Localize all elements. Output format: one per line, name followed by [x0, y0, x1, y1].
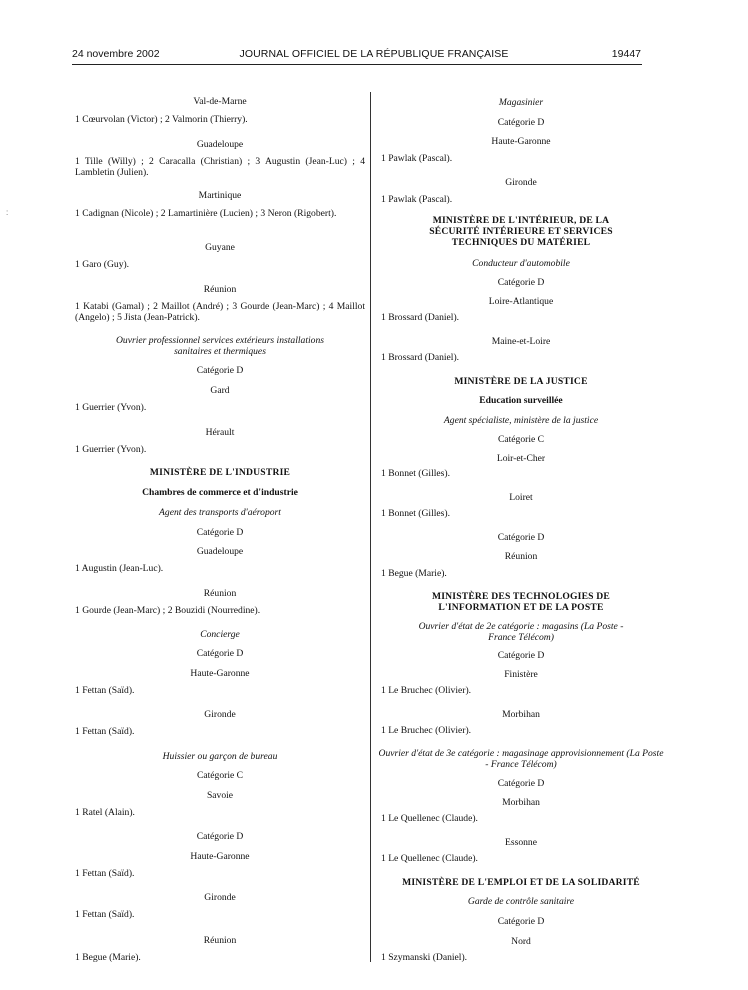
- category-heading: Catégorie D: [497, 532, 545, 543]
- department-heading: Réunion: [203, 935, 237, 946]
- category-heading: Catégorie D: [196, 527, 244, 538]
- ranking-entry: 1 Bonnet (Gilles).: [381, 508, 451, 519]
- column-divider: [370, 92, 371, 962]
- category-heading: Catégorie D: [196, 648, 244, 659]
- department-heading: Gironde: [204, 892, 236, 903]
- department-heading: Loiret: [509, 492, 533, 503]
- job-title: Ouvrier d'état de 2e catégorie : magasins (La Poste - France Télécom): [418, 621, 624, 643]
- ranking-entry: 1 Pawlak (Pascal).: [381, 153, 453, 164]
- department-heading: Gironde: [204, 709, 236, 720]
- job-title: Agent des transports d'aéroport: [159, 507, 281, 518]
- job-title: Ouvrier d'état de 3e catégorie : magasinage approvisionnement (La Poste - France Télécom): [378, 748, 664, 770]
- job-title: Concierge: [200, 629, 240, 640]
- ranking-entry: 1 Guerrier (Yvon).: [75, 402, 147, 413]
- ministry-heading: MINISTÈRE DE L'EMPLOI ET DE LA SOLIDARITÉ: [402, 877, 640, 888]
- ministry-heading: MINISTÈRE DES TECHNOLOGIES DE L'INFORMATION ET DE LA POSTE: [431, 591, 611, 613]
- ranking-entry: 1 Pawlak (Pascal).: [381, 194, 453, 205]
- job-title: Conducteur d'automobile: [472, 258, 570, 269]
- department-heading: Finistère: [504, 669, 538, 680]
- department-heading: Savoie: [206, 790, 234, 801]
- department-heading: Réunion: [504, 551, 538, 562]
- job-title: Agent spécialiste, ministère de la justice: [443, 415, 599, 426]
- margin-mark: :: [6, 208, 9, 217]
- ranking-entry: 1 Begue (Marie).: [75, 952, 141, 963]
- department-heading: Gard: [210, 385, 230, 396]
- department-heading: Loir-et-Cher: [496, 453, 546, 464]
- category-heading: Catégorie D: [497, 650, 545, 661]
- ranking-entry: 1 Bonnet (Gilles).: [381, 468, 451, 479]
- category-heading: Catégorie D: [497, 117, 545, 128]
- department-heading: Haute-Garonne: [190, 851, 250, 862]
- ranking-entry: 1 Le Quellenec (Claude).: [381, 813, 478, 824]
- ranking-entry: 1 Ratel (Alain).: [75, 807, 135, 818]
- ranking-entry: 1 Begue (Marie).: [381, 568, 447, 579]
- department-heading: Maine-et-Loire: [491, 336, 551, 347]
- ranking-entry: 1 Brossard (Daniel).: [381, 352, 460, 363]
- ranking-entry: 1 Brossard (Daniel).: [381, 312, 460, 323]
- ranking-entry: 1 Fettan (Saïd).: [75, 685, 135, 696]
- ranking-entry: 1 Augustin (Jean-Luc).: [75, 563, 164, 574]
- department-heading: Hérault: [205, 427, 235, 438]
- ministry-heading: MINISTÈRE DE L'INTÉRIEUR, DE LA SÉCURITÉ INTÉRIEURE ET SERVICES TECHNIQUES DU MATÉRIEL: [429, 215, 613, 248]
- header-rule: [72, 64, 642, 65]
- journal-title: JOURNAL OFFICIEL DE LA RÉPUBLIQUE FRANÇAISE: [239, 48, 509, 60]
- ranking-entry: 1 Garo (Guy).: [75, 259, 130, 270]
- category-heading: Catégorie D: [497, 778, 545, 789]
- section-heading: Education surveillée: [479, 395, 563, 406]
- department-heading: Guadeloupe: [196, 139, 244, 150]
- ranking-entry: 1 Guerrier (Yvon).: [75, 444, 147, 455]
- job-title: Ouvrier professionnel services extérieurs installations sanitaires et thermiques: [115, 335, 324, 357]
- ranking-entry: 1 Fettan (Saïd).: [75, 868, 135, 879]
- ranking-entry: 1 Fettan (Saïd).: [75, 726, 135, 737]
- department-heading: Réunion: [203, 284, 237, 295]
- category-heading: Catégorie C: [497, 434, 545, 445]
- ranking-entry: 1 Gourde (Jean-Marc) ; 2 Bouzidi (Nourredine).: [75, 605, 261, 616]
- category-heading: Catégorie D: [497, 916, 545, 927]
- ranking-entry: 1 Tille (Willy) ; 2 Caracalla (Christian) ; 3 Augustin (Jean-Luc) ; 4 Lambletin (Julien).: [75, 156, 365, 178]
- ministry-heading: MINISTÈRE DE L'INDUSTRIE: [149, 467, 291, 478]
- department-heading: Morbihan: [502, 797, 540, 808]
- ranking-entry: 1 Cœurvolan (Victor) ; 2 Valmorin (Thierry).: [75, 114, 248, 125]
- department-heading: Haute-Garonne: [190, 668, 250, 679]
- department-heading: Loire-Atlantique: [488, 296, 554, 307]
- ministry-heading: MINISTÈRE DE LA JUSTICE: [454, 376, 588, 387]
- department-heading: Haute-Garonne: [491, 136, 551, 147]
- department-heading: Morbihan: [502, 709, 540, 720]
- header-date: 24 novembre 2002: [72, 48, 160, 60]
- department-heading: Gironde: [505, 177, 537, 188]
- ranking-entry: 1 Cadignan (Nicole) ; 2 Lamartinière (Lucien) ; 3 Neron (Rigobert).: [75, 208, 337, 219]
- job-title: Huissier ou garçon de bureau: [162, 751, 278, 762]
- department-heading: Essonne: [505, 837, 537, 848]
- category-heading: Catégorie D: [196, 831, 244, 842]
- ranking-entry: 1 Szymanski (Daniel).: [381, 952, 468, 963]
- page-number: 19447: [611, 48, 641, 60]
- job-title: Magasinier: [498, 97, 544, 108]
- department-heading: Nord: [511, 936, 531, 947]
- job-title: Garde de contrôle sanitaire: [467, 896, 575, 907]
- section-heading: Chambres de commerce et d'industrie: [142, 487, 298, 498]
- department-heading: Martinique: [198, 190, 242, 201]
- ranking-entry: 1 Le Bruchec (Olivier).: [381, 725, 472, 736]
- department-heading: Réunion: [203, 588, 237, 599]
- department-heading: Guadeloupe: [196, 546, 244, 557]
- ranking-entry: 1 Fettan (Saïd).: [75, 909, 135, 920]
- ranking-entry: 1 Le Quellenec (Claude).: [381, 853, 478, 864]
- category-heading: Catégorie D: [497, 277, 545, 288]
- category-heading: Catégorie C: [196, 770, 244, 781]
- category-heading: Catégorie D: [196, 365, 244, 376]
- ranking-entry: 1 Katabi (Gamal) ; 2 Maillot (André) ; 3 Gourde (Jean-Marc) ; 4 Maillot (Angelo) ; 5 Jista (Jean-Patrick).: [75, 301, 365, 323]
- department-heading: Val-de-Marne: [193, 96, 247, 107]
- department-heading: Guyane: [205, 242, 235, 253]
- page-header: [0, 48, 748, 64]
- ranking-entry: 1 Le Bruchec (Olivier).: [381, 685, 472, 696]
